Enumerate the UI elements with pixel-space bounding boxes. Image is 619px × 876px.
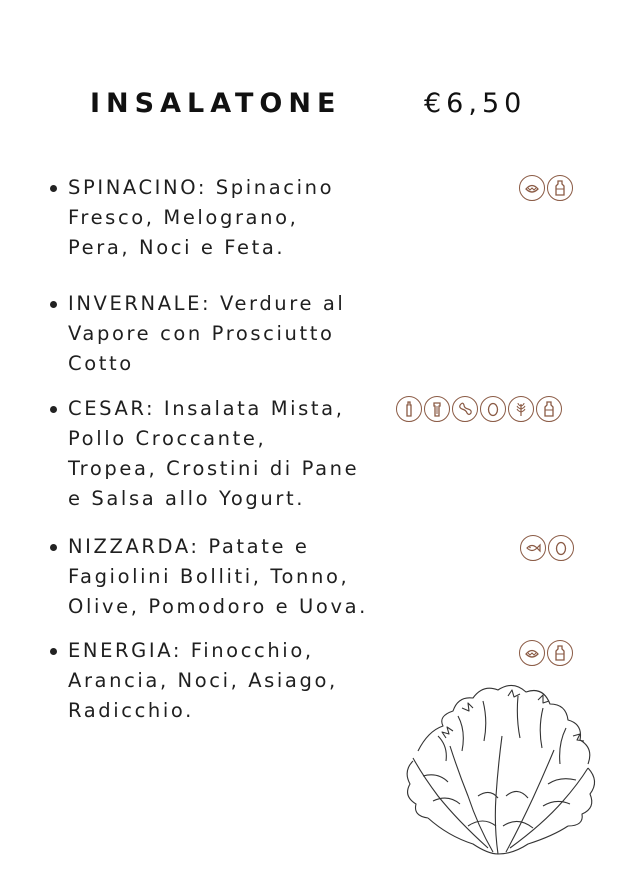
nuts-icon [519,175,545,201]
menu-item-invernale [50,289,400,379]
allergen-icons [520,535,574,561]
menu-item-text: NIZZARDA: Patate e Fagiolini Bolliti, Tonno, Olive, Pomodoro e Uova. [68,535,368,618]
menu-price: €6,50 [424,88,527,119]
bullet-dot [50,301,57,308]
wheat-icon [508,396,534,422]
menu-item-energia [50,636,400,726]
mustard-icon [424,396,450,422]
menu-title: INSALATONE [90,88,342,119]
menu-item-spinacino [50,173,400,263]
menu-item-cesar [50,394,400,514]
sauce-bottle-icon [396,396,422,422]
allergen-icons [396,396,562,422]
egg-icon [548,535,574,561]
menu-item-text: CESAR: Insalata Mista, Pollo Croccante, Tropea, Crostini di Pane e Salsa allo Yogurt. [68,397,360,510]
milk-bottle-icon [547,640,573,666]
bullet-dot [50,185,57,192]
menu-item-nizzarda [50,532,400,622]
menu-item-text: INVERNALE: Verdure al Vapore con Prosciutto Cotto [68,292,346,375]
allergen-icons [519,640,573,666]
bullet-dot [50,648,57,655]
lettuce-illustration-icon [398,676,603,856]
peanut-icon [452,396,478,422]
bullet-dot [50,544,57,551]
milk-bottle-icon [536,396,562,422]
menu-item-text: SPINACINO: Spinacino Fresco, Melograno, Pera, Noci e Feta. [68,176,335,259]
allergen-icons [519,175,573,201]
nuts-icon [519,640,545,666]
bullet-dot [50,406,57,413]
fish-icon [520,535,546,561]
egg-icon [480,396,506,422]
milk-bottle-icon [547,175,573,201]
menu-item-text: ENERGIA: Finocchio, Arancia, Noci, Asiago, Radicchio. [68,639,338,722]
